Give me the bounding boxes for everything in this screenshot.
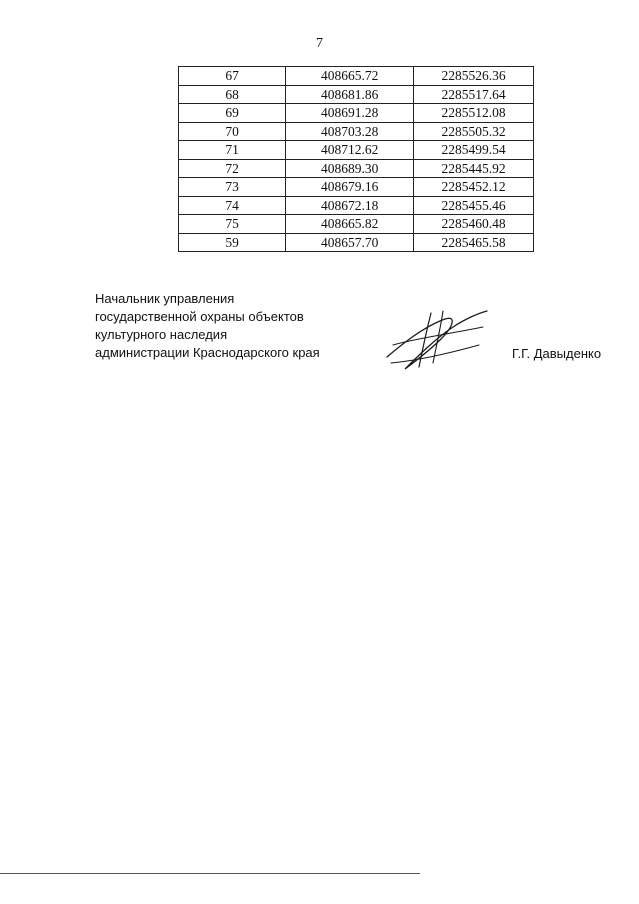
position-line: администрации Краснодарского края xyxy=(95,345,320,360)
table-row xyxy=(179,196,534,215)
table-row xyxy=(179,178,534,197)
table-row xyxy=(179,67,534,86)
table-row xyxy=(179,85,534,104)
y-coordinate-cell: 2285465.58 xyxy=(414,233,534,252)
page-number: 7 xyxy=(316,36,323,51)
x-coordinate-cell: 408689.30 xyxy=(286,159,414,178)
x-coordinate-cell: 408681.86 xyxy=(286,85,414,104)
signatory-position xyxy=(95,290,320,362)
x-coordinate-cell: 408665.72 xyxy=(286,67,414,86)
handwritten-signature xyxy=(383,305,493,375)
point-number-cell: 74 xyxy=(179,196,286,215)
table-row xyxy=(179,122,534,141)
point-number-cell: 70 xyxy=(179,122,286,141)
y-coordinate-cell: 2285460.48 xyxy=(414,215,534,234)
point-number-cell: 68 xyxy=(179,85,286,104)
point-number-cell: 69 xyxy=(179,104,286,123)
y-coordinate-cell: 2285505.32 xyxy=(414,122,534,141)
y-coordinate-cell: 2285512.08 xyxy=(414,104,534,123)
y-coordinate-cell: 2285517.64 xyxy=(414,85,534,104)
signer-name: Г.Г. Давыденко xyxy=(512,346,602,361)
table-row xyxy=(179,141,534,160)
point-number-cell: 75 xyxy=(179,215,286,234)
point-number-cell: 67 xyxy=(179,67,286,86)
table-row xyxy=(179,215,534,234)
point-number-cell: 59 xyxy=(179,233,286,252)
y-coordinate-cell: 2285445.92 xyxy=(414,159,534,178)
position-line: Начальник управления xyxy=(95,291,235,306)
x-coordinate-cell: 408672.18 xyxy=(286,196,414,215)
position-line: культурного наследия xyxy=(95,327,228,342)
point-number-cell: 72 xyxy=(179,159,286,178)
table-row xyxy=(179,104,534,123)
point-number-cell: 73 xyxy=(179,178,286,197)
y-coordinate-cell: 2285452.12 xyxy=(414,178,534,197)
table-row xyxy=(179,233,534,252)
point-number-cell: 71 xyxy=(179,141,286,160)
bottom-divider xyxy=(0,873,420,874)
x-coordinate-cell: 408657.70 xyxy=(286,233,414,252)
table-row xyxy=(179,159,534,178)
x-coordinate-cell: 408691.28 xyxy=(286,104,414,123)
position-line: государственной охраны объектов xyxy=(95,309,304,324)
coordinates-table-body xyxy=(179,67,534,252)
x-coordinate-cell: 408712.62 xyxy=(286,141,414,160)
y-coordinate-cell: 2285455.46 xyxy=(414,196,534,215)
y-coordinate-cell: 2285526.36 xyxy=(414,67,534,86)
x-coordinate-cell: 408665.82 xyxy=(286,215,414,234)
coordinates-table xyxy=(178,66,534,252)
x-coordinate-cell: 408703.28 xyxy=(286,122,414,141)
y-coordinate-cell: 2285499.54 xyxy=(414,141,534,160)
x-coordinate-cell: 408679.16 xyxy=(286,178,414,197)
